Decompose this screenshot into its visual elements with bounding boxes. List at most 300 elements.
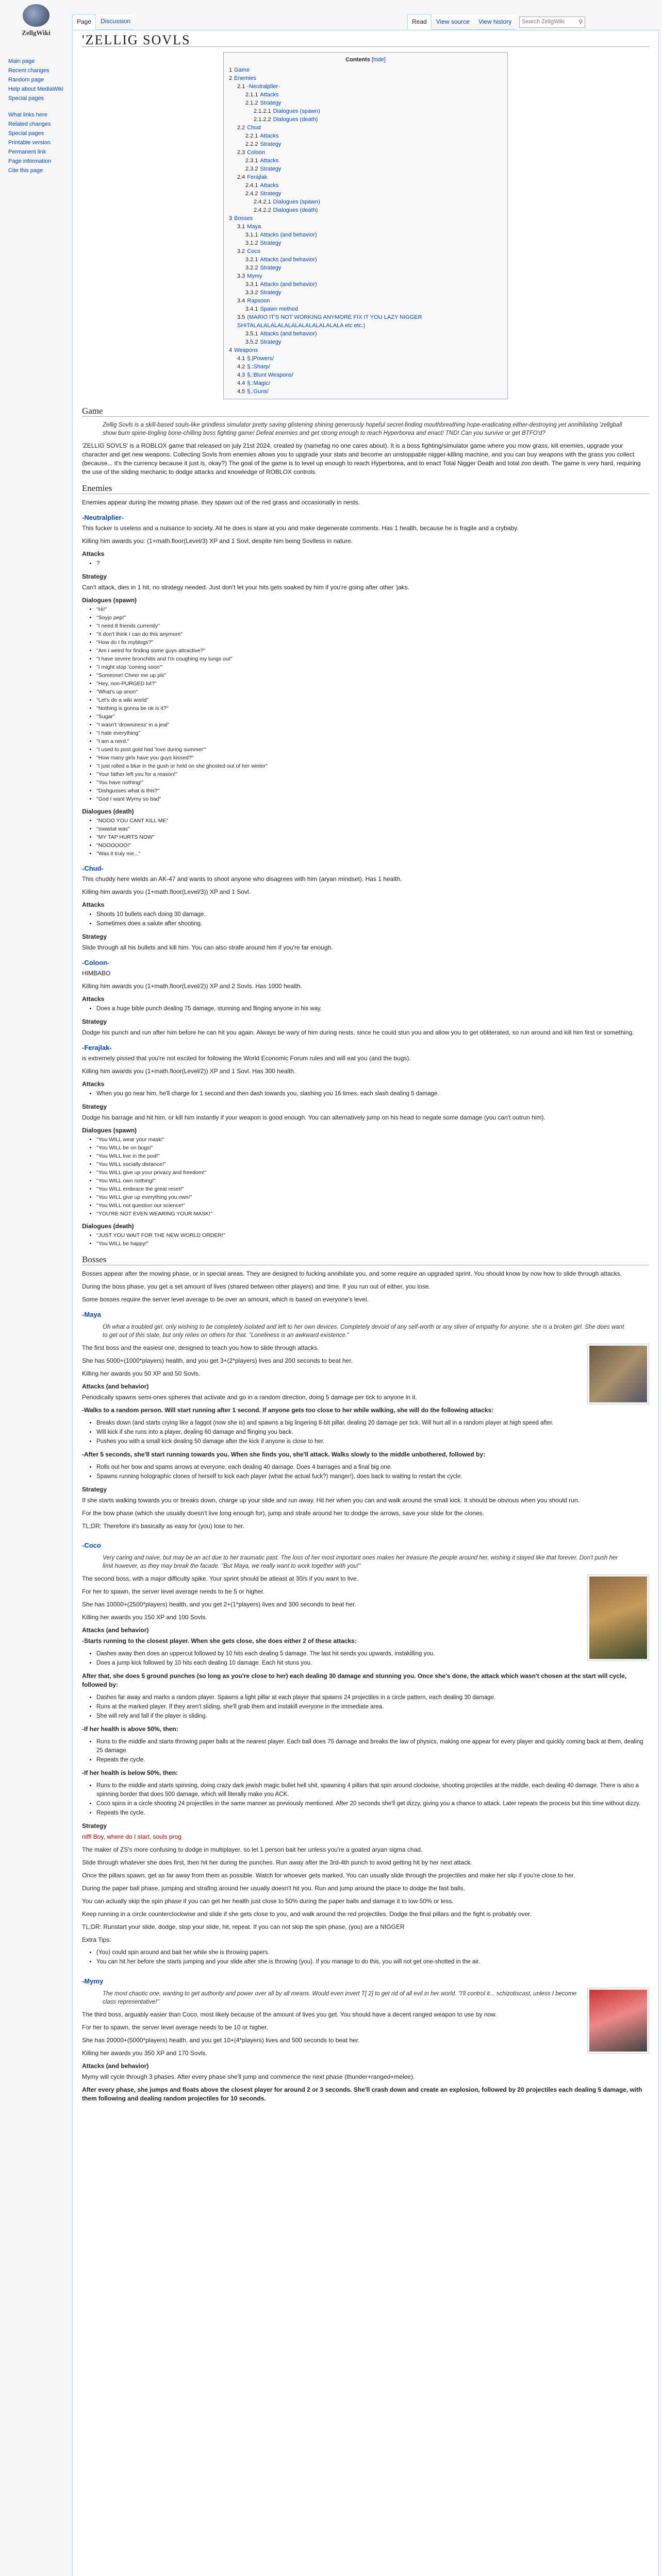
toc-label: Mymy [247,273,262,279]
toc-item[interactable] [229,181,502,190]
namespace-tabs [72,14,135,30]
list-item: • "Am I weird for finding some guys attractive?" [96,647,649,655]
toc-item[interactable] [229,256,502,264]
mymy-image[interactable] [587,1988,649,2054]
toc-label: Strategy [260,339,282,345]
sidebar-link[interactable]: Cite this page [8,167,43,174]
coco-portrait [589,1577,647,1659]
toc-number: 3.1.2 [245,240,258,246]
toc-label: §.|Powers/ [247,355,274,362]
list-item: • Sometimes does a salute after shooting. [96,920,649,928]
enemies-intro: Enemies appear during the mowing phase. they spawn out of the red grass and occasionally in nests. [82,499,360,506]
list-item: • Dashes far away and marks a random player. Spawns a light pillar at each player that spawns 24 projectiles in a circle pattern, each dealing 30 damage. [96,1693,649,1702]
list-item: • "Someone! Cheer me up pls" [96,672,649,680]
list-item: • "You WILL embrace the great reset!" [96,1185,649,1193]
list-item: • ? [96,560,649,568]
list-item: • "I hate everything" [96,730,649,737]
toc-item[interactable] [229,198,502,206]
list-item: • "JUST YOU WAIT FOR THE NEW WORLD ORDER!" [96,1232,649,1240]
toc-item[interactable] [229,107,502,115]
list-item: • "You WILL be on bugs!" [96,1144,649,1152]
toc-number: 2.4 [237,174,245,180]
maya-portrait [589,1346,647,1402]
toc-item[interactable] [229,74,502,82]
toc-number: 2.1.2.2 [254,116,271,123]
maya-attacks-intro: Periodically spawns semi-ones spheres that activate and go in a random direction, doing 5 damage per tick to anyone in it. [82,1394,417,1401]
mymy-quote: The most chaotic one, wanting to get authority and power over all by all means. Would even invert T[ 2] to get rid of all evil in her world. "I'll control it... schizotiscast, unless I become class representative!" [103,1991,577,2005]
list-item: • "Hi!" [96,606,649,614]
toc-label: Attacks (and behavior) [260,257,317,263]
toc-label: Strategy [260,265,282,271]
list-item: • "How many girls have you guys kissed?" [96,754,649,762]
coco-attack-phase-3: -If her health is above 50%, then: [82,1725,178,1733]
toc-item[interactable] [229,330,502,338]
toc-item[interactable] [229,247,502,256]
toc-label: Bosses [234,215,253,222]
toc-label: Game [234,67,250,73]
toc-item[interactable] [229,387,502,396]
toc-number: 3.2.2 [245,265,258,271]
mymy-portrait [589,1990,647,2052]
boss-coco-title: -Coco [82,1541,101,1549]
toc-item[interactable] [229,157,502,165]
list-item: • Rolls out her bow and spams arrows at everyone, each dealing 40 damage. Does 4 barrages and a final big one. [96,1463,649,1472]
toc-item[interactable] [229,379,502,387]
toc-list [229,66,502,396]
coco-strategy-2: Slide through whatever she does first, then hit her during the punches. Run away after the 3rd-4th punch to avoid getting hit by her next attack. [82,1859,472,1866]
toc-item[interactable] [229,206,502,214]
toc-item[interactable] [229,289,502,297]
toc-item[interactable] [229,148,502,157]
coco-image[interactable] [587,1574,649,1661]
site-logo[interactable] [5,4,67,45]
toc-label: Strategy [260,100,282,106]
toc-label: -Neutralplier- [247,83,280,90]
toc-item[interactable] [229,91,502,99]
search-icon[interactable]: ⚲ [578,19,583,25]
sidebar-link[interactable]: Permanent link [8,149,46,155]
tab-page[interactable]: Page [72,14,96,30]
list-item: • Does a huge bible punch dealing 75 damage, stunning and flinging anyone in his way. [96,1005,649,1013]
ferajlak-spawn-dialogues [96,1136,649,1218]
list-item: • "You WILL own nothing!" [96,1177,649,1185]
coco-attack-phase-1: -Starts running to the closest player. When she gets close, she does either 2 of these attacks: [82,1637,357,1645]
toc-item[interactable] [229,99,502,107]
toc-number: 4.5 [237,388,245,395]
list-item: • Runs to the middle and starts throwing paper balls at the nearest player. Each ball does 75 damage and breaks the law of physics, making one appear for every player and quickly coming back at them, dealing 25 damage. [96,1738,649,1755]
sidebar-nav [0,57,70,175]
toc-label: Dialogues (death) [273,207,318,213]
toc-label: Strategy [260,290,282,296]
toc-number: 2.1.1 [245,92,258,98]
list-item: • Repeats the cycle. [96,1809,649,1818]
list-item: • Dashes away then does an uppercut followed by 10 hits each dealing 5 damage. The last hit sends you upwards, instakilling you. [96,1650,649,1658]
maya-strategy-3: TL;DR: Therefore it's basically as easy for (you) lose to her. [82,1522,244,1530]
game-description: 'ZELLIG SOVLS' is a ROBLOX game that released on july 21st 2024, created by (namefag no one cares about). It is a boss fighting/simulator game where you mow grass, kill enemies, upgrade your character and get new weapons. Collecting Sovls from enemies allows you to upgrade your stats and become an unstoppable nigger-killing machine, and you can buy weapons with the grass you collect (because... it's the currency because it just is, okay?) The goal of the game is to level up enough to reach Hyperborea, and to enact Total Nigger Death and total zoo death. The game is very hard, requiring the use of the sliding mechanic to dodge attacks and knowledge of ROBLOX controls. [82,442,641,476]
list-item: • "Soyjo pep!" [96,614,649,622]
site-name: ZellgWiki [22,29,51,37]
neutralplier-reward: Killing him awards you: (1+math.floor(Level/3) XP and 1 Sovl, despite him being Sovlless in nature. [82,537,353,545]
list-item: • "YOU'RE NOT EVEN WEARING YOUR MASK!" [96,1210,649,1218]
ferajlak-death-heading: Dialogues (death) [82,1223,134,1230]
enemy-neutralplier-title: -Neutralplier- [82,514,124,521]
toc-number: 3.2 [237,248,245,255]
coco-intro: The second boss, with a major difficulty spike. Your sprint should be atleast at 30/s if you want to live. [82,1575,359,1582]
toc-number: 3.4 [237,298,245,304]
chud-reward: Killing him awards you (1+math.floor(Level/3)) XP and 1 Sovl. [82,888,251,895]
ferajlak-strategy: Dodge his barrage and hit him, or kill him instantly if your weapon is good enough. You can alternatively jump on his head to negate some damage (you can't outrun him). [82,1114,545,1121]
list-item: • Repeats the cycle. [96,1756,649,1765]
coco-strategy-1: The maker of ZS's more confusing to dodge in multiplayer, so let 1 person bait her unless you're a goated aryan sigma chad. [82,1846,423,1853]
mymy-health: She has 20000+(5000*players) health, and you get 10+(4*players) lives and 500 seconds to beat her. [82,2037,360,2044]
toc-item[interactable] [229,214,502,223]
coco-attacks-heading: Attacks (and behavior) [82,1626,149,1634]
toc-label: Attacks (and behavior) [260,281,317,287]
chud-strategy: Slide through all his bullets and kill him. You can also strafe around him if you're far enough. [82,944,333,951]
list-item: • Runs to the middle and starts spinning, doing crazy dark jewish magic bullet hell shit, spawning 4 pillars that spin around clockwise, shooting projectiles at the middle, each dealing 40 damage. There is also a spinning border that does 500 damage, which will literally make you ACK. [96,1782,649,1799]
toc-number: 4.3 [237,372,245,378]
sidebar-link[interactable]: Page information [8,158,52,164]
boss-mymy-title: -Mymy [82,1977,104,1985]
mymy-attacks-2: After every phase, she jumps and floats above the closest player for around 2 or 3 seconds. She'll crash down and create an explosion, followed by 20 projectiles each dealing 5 damage, with them following and dealing random projectiles for 10 seconds. [82,2086,642,2102]
coco-attacks-list-4 [96,1782,649,1818]
mymy-attacks-heading: Attacks (and behavior) [82,2062,149,2070]
coloon-attacks-heading: Attacks [82,995,105,1003]
toc-number: 3.3.2 [245,290,258,296]
ferajlak-attacks-heading: Attacks [82,1080,105,1088]
toc-label: Dialogues (spawn) [273,108,320,114]
list-item: • Coco spins in a circle shooting 24 projectiles in the same manner as previously mentioned. After 20 seconds she'll get dizzy, giving you a chance to attack. Later repeats the process but this time without dizzy. [96,1800,649,1808]
toc-label: Strategy [260,240,282,246]
toc-number: 2.1 [237,83,245,90]
list-item: • Does a jump kick followed by 10 hits each dealing 10 damage. Each hit stuns you. [96,1659,649,1668]
toc-number: 2.2.2 [245,141,258,147]
maya-health: She has 5000+(1000*players) health, and you get 3+(2*players) lives and 200 seconds to beat her. [82,1357,353,1364]
coco-strategy-7: TL;DR: Runstart your slide, dodge, stop your slide, hit, repeat. If you can not skip the spin phase, (you) are a NIGGER [82,1923,405,1930]
coco-strategy-4: During the paper ball phase, jumping and strafing around her usually doesn't hit you. Run and jump around the place to dodge the fast balls. [82,1885,465,1892]
toc-number: 3.5 [237,314,245,320]
toc-item[interactable] [229,223,502,231]
maya-attack-phase-2: -After 5 seconds, she'll start running towards you. When she finds you, she'll attack. Walks slowly to the middle unbothered, followed by: [82,1451,486,1458]
toc-number: 2.4.2 [245,191,258,197]
toc-label: Ferajlak [247,174,268,180]
toc-number: 3.5.2 [245,339,258,345]
toc-number: 2.4.2.1 [254,199,271,205]
sidebar-link[interactable]: Recent changes [8,67,49,74]
toc-number: 1 [229,67,233,73]
toc-item[interactable] [229,231,502,239]
toc-item[interactable] [229,354,502,363]
toc-label: Enemies [234,75,256,81]
toc-item[interactable] [229,239,502,247]
list-item: • "swastat was" [96,825,649,833]
toc-number: 2.3.2 [245,166,258,172]
toc-number: 3.1 [237,224,245,230]
list-item: • Shoots 10 bullets each doing 30 damage. [96,910,649,919]
toc-item[interactable] [229,66,502,74]
mymy-spawn-req: For her to spawn, the server level average needs to be 10 or higher. [82,2024,268,2031]
list-item: • "I have severe bronchitis and I'm coughing my lungs out" [96,655,649,663]
toc-label: Attacks [260,133,279,139]
list-item: • "Your father left you for a reason!" [96,771,649,778]
tab-view-history[interactable]: View history [474,15,516,30]
sidebar-link[interactable]: Help about MediaWiki [8,86,63,92]
coco-quote: Very caring and naive, but may be an act due to her traumatic past. The loss of her most important ones makes her treasure the people around her, wishing it stayed like that forever. Don't push her limit however, as they may break the facade. "But Maya, we really want to work together with you!" [103,1555,618,1569]
toc-item[interactable] [229,297,502,305]
toc-item[interactable] [229,264,502,272]
coco-strategy-6: Keep running in a circle counterclockwise and slide if she gets close to you, and walk around the red projectiles. Dodge the final pillars and the fight is probably over. [82,1910,532,1918]
enemy-chud-title: -Chud- [82,865,104,872]
toc-item[interactable] [229,124,502,132]
toc-number: 3.1.1 [245,232,258,238]
coco-attacks-list-3 [96,1738,649,1765]
toc-number: 3.2.1 [245,257,258,263]
list-item: • (You) could spin around and bait her while she is throwing papers. [96,1948,649,1957]
coco-extra-tips [96,1948,649,1967]
list-item: • "You have nothing!" [96,779,649,787]
sidebar-link[interactable]: What links here [8,112,47,118]
tab-view-source[interactable]: View source [432,15,474,30]
maya-intro: The first boss and the easiest one, designed to teach you how to slide through attacks. [82,1344,319,1351]
toc-label: Attacks (and behavior) [260,331,317,337]
toc-item[interactable] [229,272,502,280]
coco-extra-tips-heading: Extra Tips: [82,1936,111,1943]
list-item: • You can hit her before she starts jumping and your slide after she is throwing (you). If you manage to do this, you will not get one-shotted in the air. [96,1958,649,1967]
chud-strategy-heading: Strategy [82,933,107,940]
toc-label: Coloon [247,149,266,156]
ferajlak-reward: Killing him awards you (1+math.floor(Level/2)) XP and 1 Sovl. Has 300 health. [82,1067,296,1075]
view-tabs [407,14,585,30]
neutralplier-attacks-heading: Attacks [82,550,105,557]
coco-attacks-list-2 [96,1693,649,1721]
maya-attacks-list-1 [96,1419,649,1446]
list-item: • Runs at the marked player. If they aren't sliding, she'll grab them and instakill everyone in the immediate area. [96,1703,649,1711]
toc-label: Rapsoon [247,298,270,304]
ferajlak-attacks [96,1090,649,1098]
section-enemies-heading: Enemies [82,484,649,494]
toc-label: Attacks [260,158,279,164]
maya-strategy-1: If she starts walking towards you or breaks down, charge up your slide and run away. Hit her when you can and walk around the small kick. It should be obvious when you should run. [82,1497,580,1504]
neutralplier-death-heading: Dialogues (death) [82,808,134,815]
list-item: • Pushes you with a small kick dealing 50 damage after the kick if anyone is close to her. [96,1437,649,1446]
coloon-reward: Killing him awards you (1+math.floor(Level/2)) XP and 2 Sovls. Has 1000 health. [82,982,303,990]
toc-number: 3 [229,215,233,222]
coco-attack-phase-2: After that, she does 5 ground punches (so long as you're close to her) each dealing 30 damage and stunning you. Once she's done, the attack which wasn't chosen at the start will cycle, followed by: [82,1672,627,1688]
list-item: • "I used to post gold had 'love during summer'" [96,746,649,754]
toc-number: 2.3.1 [245,158,258,164]
toc-number: 3.3.1 [245,281,258,287]
coloon-attacks [96,1005,649,1013]
coco-strategy-5: You can actually skip the spin phase if you can get her health just close to 50% during the paper balls and damage it to low 50% or less. [82,1897,454,1905]
toc-number: 4.2 [237,364,245,370]
search-input[interactable] [519,16,585,28]
neutralplier-spawn-dialogues [96,606,649,803]
coco-strategy-note: niffl Boy, where do I start, souls prog [82,1833,181,1840]
toc-label: Coco [247,248,260,255]
list-item: • "Hey, non-PURGED lol?" [96,680,649,688]
toc-number: 2.3 [237,149,245,156]
list-item: • When you go near him, he'll charge for 1 second and then dash towards you, slashing you 16 times, each slash dealing 5 damage. [96,1090,649,1098]
toc-item[interactable] [229,132,502,140]
maya-strategy-heading: Strategy [82,1486,107,1493]
toc-number: 2.4.2.2 [254,207,271,213]
toc-label: Attacks [260,92,279,98]
neutralplier-spawn-heading: Dialogues (spawn) [82,597,137,604]
tab-read[interactable]: Read [407,14,432,30]
toc-label: §.:Guns/ [247,388,269,395]
toc-item[interactable] [229,338,502,346]
maya-attack-phase-1: -Walks to a random person. Will start running after 1 second. If anyone gets too close to her while walking, she will do the following attacks: [82,1406,494,1414]
neutralplier-death-dialogues [96,817,649,858]
toc-label: Strategy [260,141,282,147]
toc-label: Strategy [260,191,282,197]
toc-item[interactable] [229,165,502,173]
toc-number: 2.2 [237,125,245,131]
list-item: • "MY TAP HURTS NOW" [96,834,649,841]
search-placeholder: Search ZellgWiki [522,19,565,25]
maya-attacks-list-2 [96,1463,649,1481]
toc-label: Weapons [234,347,258,353]
toc-item[interactable] [229,313,502,330]
maya-image[interactable] [587,1344,649,1404]
toc-number: 2.1.2 [245,100,258,106]
toc-label: Strategy [260,166,282,172]
toc-label: §.:Sharp/ [247,364,270,370]
toc-item[interactable] [229,305,502,313]
list-item: • "Nothing is gonna be ok is it?" [96,705,649,713]
list-item: • "How do I fix myblogs?" [96,639,649,647]
toc-label: Maya [247,224,261,230]
toc-item[interactable] [229,115,502,124]
list-item: • "I might stop 'coming soon'" [96,664,649,671]
list-item: • "God I want Wyrny so bad" [96,795,649,803]
list-item: • "NOOOOOO!" [96,842,649,850]
toc-number: 3.4.1 [245,306,258,312]
coco-strategy-heading: Strategy [82,1822,107,1829]
section-bosses-heading: Bosses [82,1255,649,1265]
toc-label: §.:Magic/ [247,380,270,386]
sidebar-gap [0,103,70,110]
bosses-intro-1: Bosses appear after the mowing phase, or in special areas. They are designed to fucking annihilate you, and some require an upgraded sprint. You should know by now how to slide through attacks. [82,1270,622,1277]
coco-reward: Killing her awards you 150 XP and 100 Sovls. [82,1614,207,1621]
toc-label: Chud [247,125,261,131]
mymy-intro: The third boss, arguably easier than Coco, most likely because of the amount of lives you get. You should have a decent ranged weapon to use by now. [82,2011,497,2018]
sidebar-link[interactable]: Random page [8,77,44,83]
toc-item[interactable] [229,280,502,289]
toc-item[interactable] [229,346,502,354]
toc-number: 3.3 [237,273,245,279]
neutralplier-strategy-heading: Strategy [82,573,107,580]
toc-item[interactable] [229,190,502,198]
toc-item[interactable] [229,82,502,91]
toc-item[interactable] [229,363,502,371]
toc-number: 3.5.1 [245,331,258,337]
list-item: • "Dishgusses what is this?" [96,787,649,795]
list-item: • "I am a nerd." [96,738,649,745]
chud-attacks-heading: Attacks [82,901,105,908]
coco-attack-phase-4: -If her health is below 50%, then: [82,1769,178,1776]
sidebar-link[interactable]: Special pages [8,130,44,137]
toc-number: 4 [229,347,233,353]
article-content [72,30,659,2576]
tab-discussion[interactable]: Discussion [96,14,135,30]
game-tagline: Zellig Sovls is a skill-based souls-like grindless simulator pretty saving glistening shining generously hopeful secret-finding mouthbreathing hope-eradicating either-destroying yet annihilating 'zellgball show burn spine-tingling bone-chilling boss fighting game! Defeat enemies and get strong enough to reach Hyperborea and enact! TND! Can you survive or get BTFO'd? [103,422,622,436]
list-item: • "You WILL socially distance!" [96,1161,649,1168]
toc-item[interactable] [229,173,502,181]
section-game-heading: Game [82,406,649,417]
list-item: • Will kick if she runs into a player, dealing 60 damage and flinging you back. [96,1428,649,1437]
mymy-attacks-1: Mymy will cycle through 3 phases. After every phase she'll jump and commence the next phase (thunder+ranged+melee). [82,2073,415,2080]
bosses-intro-3: Some bosses require the server level average to be over an amount, which is based on everyone's level. [82,1296,369,1303]
bosses-intro-2: During the boss phase, you get a set amount of lives (shared between other players) and time. If you run out of either, you lose. [82,1283,431,1290]
list-item: • Spawns running holographic clones of herself to kick each player (what the actual fuck?) manger!), does back to waiting to restart the cycle. [96,1472,649,1481]
toc-number: 4.4 [237,380,245,386]
list-item: • "I need 8 friends currently" [96,622,649,630]
list-item: • "Sugar" [96,713,649,721]
enemy-coloon-title: -Coloon- [82,959,110,967]
list-item: • "You WILL live in the pod!" [96,1153,649,1160]
list-item: • "Let's do a wiki world" [96,697,649,704]
coloon-strategy: Dodge his punch and run after him before he can hit you again. Always be wary of him during nests, since he could stun you and allow you to get obliterated, so run around and kill him first or something. [82,1029,634,1036]
toc-label: (MARIO IT'S NOT WORKING ANYMORE FIX IT YOU LAZY NIGGER SHITALALALALALALALALALALALALALA etc etc.) [237,314,422,329]
maya-quote: Oh what a troubled girl, only wishing to be completely isolated and left to her own devices. Completely devoid of any self-worth or any sliver of empathy for anyone, she is a broken girl. She does want to get out of this state, but only relies on others for that. "Loneliness is an awkward existence." [103,1324,624,1338]
list-item: • "You WILL give up your privacy and freedom!" [96,1169,649,1177]
boss-maya-title: -Maya [82,1311,101,1318]
toc-number: 2.2.1 [245,133,258,139]
sidebar-link[interactable]: Special pages [8,95,44,101]
ferajlak-death-dialogues [96,1232,649,1248]
toc-label: §.:Blunt Weapons/ [247,372,293,378]
list-item: • "You WILL wear your mask!" [96,1136,649,1144]
toc-label: Dialogues (spawn) [273,199,320,205]
list-item: • Breaks down (and starts crying like a faggot (now she is) and spawns a big lingering 8-bit pillar, dealing 20 damage per tick. Will hurt all in a random player at high speed after. [96,1419,649,1428]
toc-label: Attacks (and behavior) [260,232,317,238]
toc-title: Contents [345,57,370,63]
list-item: • "NOOO YOU CANT KILL ME" [96,817,649,825]
list-item: • "I just rolled a blue in the gush or held on she ghosted out of her winter" [96,762,649,770]
sidebar-link[interactable]: Main page [8,58,35,64]
toc-item[interactable] [229,371,502,379]
sidebar-link[interactable]: Printable version [8,140,51,146]
chud-desc: This chuddy here wields an AK-47 and wants to shoot anyone who disagrees with him (aryan mindset). Has 1 health. [82,875,402,883]
maya-reward: Killing her awards you 50 XP and 50 Sovls. [82,1370,201,1377]
coco-health: She has 10000+(2500*players) health, and you get 2+(1*players) lives and 300 seconds to beat her. [82,1601,356,1608]
enemy-ferajlak-title: -Ferajlak- [82,1044,112,1052]
mymy-reward: Killing her awards you 350 XP and 170 Sovls. [82,2049,207,2057]
chud-attacks [96,910,649,928]
list-item: • "I wasn't 'drowsiness' in a jeal" [96,721,649,729]
list-item: • "You WILL give up everything you own!" [96,1194,649,1201]
sidebar-link[interactable]: Related changes [8,121,51,127]
toc-number: 2.1.2.1 [254,108,271,114]
coco-attacks-list-1 [96,1650,649,1668]
list-item: • "You WILL be happy!" [96,1240,649,1248]
coco-strategy-3: Once the pillars spawn, get as far away from them as possible. Watch for whoever gets marked. You can usually slide through the projectiles and make her slip if you're close to her. [82,1872,575,1879]
toc-hide-toggle[interactable]: [hide] [371,57,386,63]
list-item: • "Was it truly me..." [96,850,649,858]
coloon-intro: HIMBABO [82,970,111,977]
list-item: • "It don't think I can do this anymore" [96,631,649,638]
toc-item[interactable] [229,140,502,148]
list-item: • "What's up anon" [96,688,649,696]
logo-emblem-icon [23,4,49,27]
page-title: 'ZELLIG SOVLS [82,36,649,47]
ferajlak-strategy-heading: Strategy [82,1103,107,1110]
maya-attacks-heading: Attacks (and behavior) [82,1383,149,1390]
ferajlak-desc: is extremely pissed that you're not excited for following the World Economic Forum rules and will eat you (and the bugs). [82,1055,411,1062]
toc-number: 2 [229,75,233,81]
coco-spawn-req: For her to spawn, the server level average needs to be 5 or higher. [82,1588,265,1595]
